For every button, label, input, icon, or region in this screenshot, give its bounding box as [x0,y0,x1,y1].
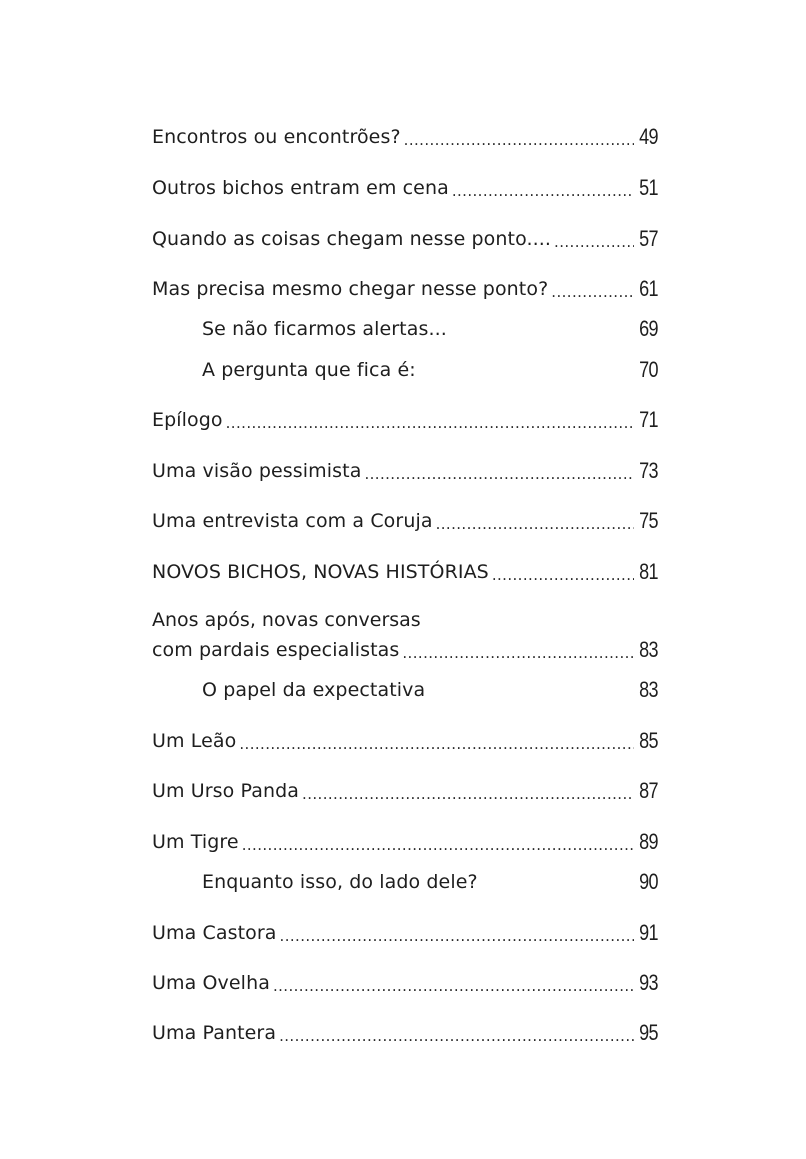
toc-entry-title: Uma Castora [152,922,277,944]
toc-entry-page: 93 [639,970,658,995]
dot-leader [279,1024,634,1048]
toc-entry [152,456,658,486]
toc-entry-title: com pardais especialistas [152,639,400,661]
toc-subentry [202,675,658,705]
toc-entry-page: 83 [639,677,658,702]
toc-subentry [202,355,658,385]
toc-entry [152,173,658,203]
toc-entry-title: Enquanto isso, do lado dele? [202,871,478,893]
toc-entry-page: 51 [639,175,658,200]
toc-entry-title: Epílogo [152,409,223,431]
toc-entry-page: 95 [639,1020,658,1045]
toc-entry-page: 71 [639,407,658,432]
toc-entry-title: Se não ficarmos alertas... [202,318,447,340]
toc-entry-title: Um Tigre [152,831,239,853]
toc-entry [152,726,658,756]
dot-leader [364,462,634,486]
toc-entry-title: Quando as coisas chegam nesse ponto.... [152,228,552,250]
dot-leader [302,782,634,806]
toc-entry [152,506,658,536]
dot-leader [436,512,635,536]
dot-leader [554,230,634,254]
dot-leader [551,280,634,304]
toc-subentry [202,314,658,344]
dot-leader [492,563,634,587]
toc-entry-page: 73 [639,458,658,483]
toc-entry [152,405,658,435]
toc-entry-page: 57 [639,226,658,251]
toc-entry [152,968,658,998]
dot-leader [226,411,634,435]
toc-entry-page: 49 [639,124,658,149]
toc-entry-page: 69 [639,316,658,341]
toc-entry-title: Um Urso Panda [152,780,300,802]
toc-entry-page: 83 [639,637,658,662]
toc-entry-page: 75 [639,508,658,533]
toc-entry [152,557,658,587]
toc-entry-title: Um Leão [152,730,237,752]
toc-entry-page: 70 [639,357,658,382]
toc-entry-title: Uma Ovelha [152,972,270,994]
toc-entry-page: 87 [639,778,658,803]
toc-entry-title: Uma visão pessimista [152,460,362,482]
toc-entry-title: A pergunta que fica é: [202,359,416,381]
toc-entry [152,274,658,304]
toc-entry-page: 81 [639,559,658,584]
toc-entry-page: 61 [639,276,658,301]
toc-entry [152,1018,658,1048]
toc-entry-title-line1: Anos após, novas conversas [152,609,421,631]
toc-entry [152,918,658,948]
toc-entry-title: NOVOS BICHOS, NOVAS HISTÓRIAS [152,561,489,583]
toc-subentry [202,867,658,897]
toc-entry [152,122,658,152]
toc-entry-title: O papel da expectativa [202,679,426,701]
dot-leader [273,974,634,998]
toc-entry-title: Uma Pantera [152,1022,277,1044]
dot-leader [402,641,634,665]
toc-entry-title: Mas precisa mesmo chegar nesse ponto? [152,278,549,300]
dot-leader [404,128,634,152]
toc-entry-title: Outros bichos entram em cena [152,177,449,199]
toc-entry-page: 91 [639,920,658,945]
toc-entry [152,635,658,665]
dot-leader [452,179,634,203]
dot-leader [239,732,634,756]
dot-leader [242,833,634,857]
toc-entry [152,776,658,806]
toc-entry-page: 90 [639,869,658,894]
toc-entry-page: 85 [639,728,658,753]
toc-entry [152,224,658,254]
toc-entry [152,827,658,857]
dot-leader [280,924,635,948]
toc-entry-page: 89 [639,829,658,854]
toc-entry-title: Encontros ou encontrões? [152,126,401,148]
toc-entry-title: Uma entrevista com a Coruja [152,510,433,532]
